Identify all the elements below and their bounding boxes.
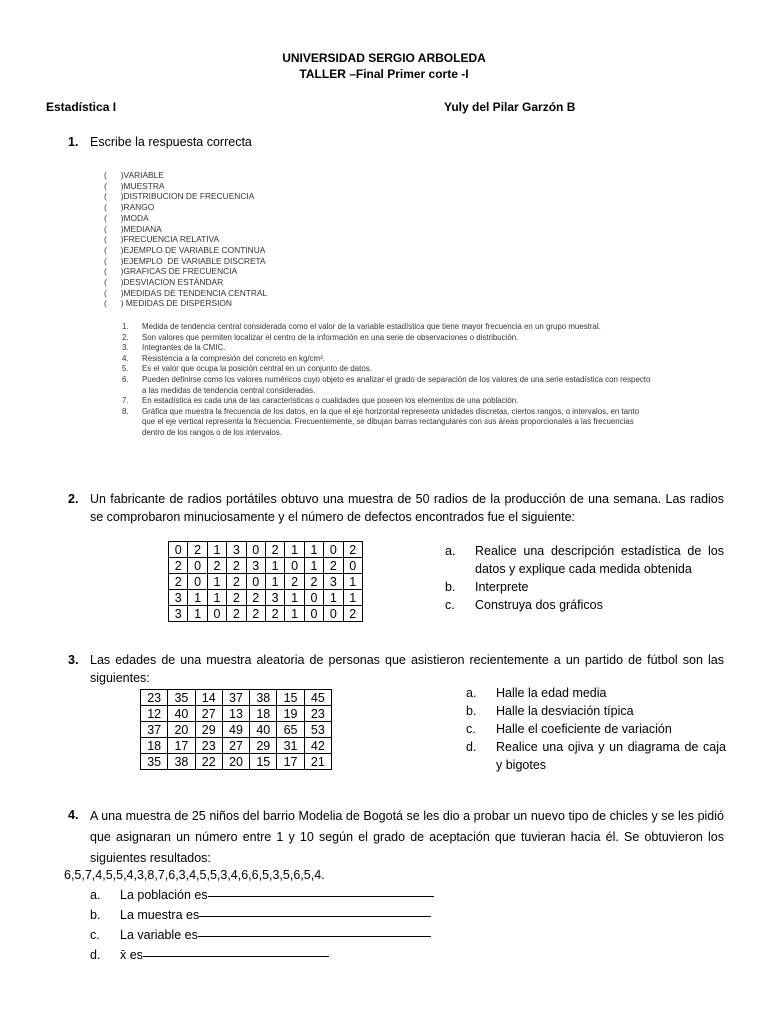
table-cell: 0: [169, 542, 188, 558]
table-cell: 0: [324, 542, 343, 558]
q1-definition-number: 4.: [122, 353, 129, 363]
course-name: Estadística I: [46, 100, 117, 114]
list-item-text: Interprete: [475, 580, 529, 594]
table-cell: 2: [227, 574, 246, 590]
table-cell: 37: [141, 722, 168, 738]
table-cell: 2: [227, 558, 246, 574]
table-cell: 38: [168, 754, 195, 770]
q1-definition-text: Son valores que permiten localizar el centro de la información en una serie de observaciones o distribución.: [142, 332, 519, 342]
list-item: [466, 702, 726, 720]
table-cell: 1: [285, 542, 304, 558]
q1-term: ( )MUESTRA: [104, 180, 165, 191]
table-cell: 49: [222, 722, 249, 738]
q1-definition-text: Es el valor que ocupa la posición central en un conjunto de datos.: [142, 364, 372, 374]
list-item-letter: b.: [466, 704, 477, 718]
list-item: [90, 905, 490, 925]
list-item: [90, 885, 490, 905]
q3-ages-table: [140, 689, 332, 770]
table-cell: 1: [304, 542, 323, 558]
list-item-letter: c.: [466, 722, 476, 736]
list-item-letter: a.: [90, 888, 101, 902]
q1-definition: [122, 354, 654, 365]
q1-title: Escribe la respuesta correcta: [90, 135, 252, 149]
table-cell: 0: [324, 606, 343, 622]
list-item-letter: b.: [445, 580, 456, 594]
table-row: [141, 754, 332, 770]
university-title: UNIVERSIDAD SERGIO ARBOLEDA: [282, 51, 486, 65]
table-cell: 20: [168, 722, 195, 738]
list-item: [90, 945, 490, 965]
table-cell: 2: [227, 606, 246, 622]
table-cell: 31: [277, 738, 304, 754]
table-cell: 15: [250, 754, 277, 770]
list-item-letter: a.: [466, 686, 477, 700]
table-cell: 1: [324, 590, 343, 606]
q1-term: ( )DESVIACION ESTÁNDAR: [104, 277, 224, 288]
table-cell: 0: [343, 558, 362, 574]
table-cell: 38: [250, 690, 277, 706]
q1-definition: [122, 333, 654, 344]
table-row: [141, 738, 332, 754]
q2-defects-table: [168, 541, 363, 622]
table-cell: 2: [246, 590, 265, 606]
table-cell: 23: [304, 706, 331, 722]
table-cell: 2: [207, 558, 226, 574]
list-item-text: Realice una descripción estadística de los datos y explique cada medida obtenida: [475, 544, 724, 576]
table-cell: 1: [343, 574, 362, 590]
list-item-text: La muestra es: [120, 908, 200, 922]
table-cell: 20: [222, 754, 249, 770]
q1-term: ( )VARIABLE: [104, 170, 164, 180]
q2-item-list: [445, 542, 724, 614]
table-cell: 42: [304, 738, 331, 754]
list-item: [445, 596, 724, 614]
q1-definition-number: 8.: [122, 406, 129, 416]
list-item-letter: b.: [90, 908, 101, 922]
table-cell: 22: [195, 754, 222, 770]
table-cell: 27: [222, 738, 249, 754]
table-row: [169, 542, 363, 558]
q1-definition: [122, 364, 654, 375]
table-cell: 1: [265, 558, 284, 574]
table-cell: 2: [324, 558, 343, 574]
table-cell: 2: [304, 574, 323, 590]
q1-term: ( )MEDIANA: [104, 223, 162, 234]
q1-definition: [122, 322, 654, 333]
q1-definition-text: Medida de tendencia central considerada como el valor de la variable estadística que tiene mayor frecuencia en un grupo muestral.: [142, 322, 601, 331]
q4-data: 6,5,7,4,5,5,4,3,8,7,6,3,4,5,5,3,4,6,6,5,3,5,6,5,4.: [64, 868, 325, 882]
table-cell: 2: [285, 574, 304, 590]
q1-term: ( )EJEMPLO DE VARIABLE DISCRETA: [104, 255, 266, 266]
list-item-letter: c.: [90, 928, 100, 942]
table-cell: 0: [246, 574, 265, 590]
q1-term: ( ) MEDIDAS DE DISPERSION: [104, 298, 232, 309]
table-cell: 3: [227, 542, 246, 558]
q1-term: ( )FRECUENCIA RELATIVA: [104, 234, 220, 245]
q1-definition-text: Pueden definirse como los valores numéricos cuyo objeto es analizar el grado de separación de los valores de una serie estadística con respecto a las medidas de tendencia central consideradas.: [142, 374, 651, 395]
table-cell: 45: [304, 690, 331, 706]
q3-number: 3.: [68, 653, 79, 667]
table-row: [169, 574, 363, 590]
table-cell: 2: [188, 542, 207, 558]
table-cell: 0: [207, 606, 226, 622]
q1-definition: [122, 343, 654, 354]
table-row: [141, 690, 332, 706]
answer-blank[interactable]: [208, 885, 434, 897]
table-row: [141, 706, 332, 722]
table-cell: 37: [222, 690, 249, 706]
table-cell: 27: [195, 706, 222, 722]
table-cell: 1: [304, 558, 323, 574]
table-cell: 23: [141, 690, 168, 706]
workshop-subtitle: TALLER –Final Primer corte -I: [299, 67, 469, 81]
q1-definition: [122, 396, 654, 407]
answer-blank[interactable]: [143, 945, 329, 957]
q1-definition-list: [122, 322, 654, 439]
table-cell: 3: [246, 558, 265, 574]
table-cell: 1: [188, 590, 207, 606]
list-item-text: La variable es: [120, 928, 198, 942]
table-cell: 14: [195, 690, 222, 706]
answer-blank[interactable]: [198, 925, 431, 937]
table-cell: 1: [207, 590, 226, 606]
list-item-letter: c.: [445, 598, 455, 612]
table-cell: 2: [343, 606, 362, 622]
q1-definition-number: 2.: [122, 332, 129, 342]
table-cell: 17: [277, 754, 304, 770]
table-cell: 1: [265, 574, 284, 590]
table-cell: 40: [250, 722, 277, 738]
table-cell: 23: [195, 738, 222, 754]
list-item: [445, 578, 724, 596]
table-cell: 18: [141, 738, 168, 754]
list-item: [466, 720, 726, 738]
table-row: [169, 590, 363, 606]
list-item-text: Halle la desviación típica: [496, 704, 634, 718]
table-cell: 19: [277, 706, 304, 722]
list-item: [445, 542, 724, 578]
list-item-letter: d.: [466, 740, 477, 754]
table-cell: 15: [277, 690, 304, 706]
q4-number: 4.: [68, 808, 79, 822]
teacher-name: Yuly del Pilar Garzón B: [444, 100, 576, 114]
table-cell: 53: [304, 722, 331, 738]
table-cell: 2: [246, 606, 265, 622]
q1-definition: [122, 407, 654, 439]
table-cell: 0: [188, 558, 207, 574]
list-item-text: Halle el coeficiente de variación: [496, 722, 672, 736]
list-item-text: Realice una ojiva y un diagrama de caja y bigotes: [496, 740, 726, 772]
q1-definition-number: 1.: [122, 322, 129, 331]
q3-item-list: [466, 684, 726, 774]
table-cell: 3: [169, 590, 188, 606]
q1-term: ( )MODA: [104, 212, 149, 223]
table-cell: 0: [304, 606, 323, 622]
q2-number: 2.: [68, 492, 79, 506]
table-cell: 29: [195, 722, 222, 738]
table-cell: 0: [304, 590, 323, 606]
table-row: [169, 606, 363, 622]
list-item: [90, 925, 490, 945]
table-cell: 0: [246, 542, 265, 558]
table-row: [169, 558, 363, 574]
table-cell: 3: [265, 590, 284, 606]
q4-text: A una muestra de 25 niños del barrio Modelia de Bogotá se les dio a probar un nuevo tipo de chicles y se les pidió que asignaran un número entre 1 y 10 según el grado de aceptación que tuvieran hacia él. Se obtuvieron los siguientes resultados:: [90, 809, 724, 865]
table-cell: 2: [265, 606, 284, 622]
table-cell: 1: [343, 590, 362, 606]
table-cell: 0: [285, 558, 304, 574]
q4-item-list: [90, 885, 490, 965]
list-item: [466, 738, 726, 774]
list-item-letter: d.: [90, 948, 101, 962]
table-cell: 3: [324, 574, 343, 590]
table-cell: 35: [141, 754, 168, 770]
answer-blank[interactable]: [199, 905, 431, 917]
table-cell: 2: [169, 574, 188, 590]
table-cell: 1: [207, 574, 226, 590]
table-cell: 65: [277, 722, 304, 738]
table-cell: 2: [343, 542, 362, 558]
table-cell: 2: [265, 542, 284, 558]
q2-text: Un fabricante de radios portátiles obtuvo una muestra de 50 radios de la producción de una semana. Las radios se comprobaron minuciosamente y el número de defectos encontrados fue el siguiente:: [90, 492, 724, 524]
table-cell: 1: [188, 606, 207, 622]
table-cell: 2: [227, 590, 246, 606]
table-cell: 0: [188, 574, 207, 590]
q1-definition: [122, 375, 654, 396]
table-cell: 18: [250, 706, 277, 722]
list-item-text: Halle la edad media: [496, 686, 607, 700]
table-cell: 12: [141, 706, 168, 722]
table-cell: 2: [169, 558, 188, 574]
table-cell: 13: [222, 706, 249, 722]
q1-definition-number: 3.: [122, 343, 129, 353]
q1-term: ( )RANGO: [104, 202, 155, 213]
table-cell: 35: [168, 690, 195, 706]
q1-number: 1.: [68, 135, 79, 149]
table-cell: 1: [285, 590, 304, 606]
q1-term: ( )DISTRIBUCION DE FRECUENCIA: [104, 191, 255, 202]
q1-definition-text: Gráfica que muestra la frecuencia de los datos, en la que el eje horizontal representa unidades discretas, ciertos rangos, o intervalos, en tanto que el eje vertical representa la frecuencia. Frecuentemente, se dibujan barras rectangulares con sus áreas proporcionales a las frecuencias dentro de los rangos o de los intervalos.: [142, 406, 639, 437]
table-cell: 40: [168, 706, 195, 722]
q1-definition-text: En estadística es cada una de las características o cualidades que poseen los elementos de una población.: [142, 396, 519, 406]
list-item-letter: a.: [445, 544, 456, 558]
q1-term: ( )EJEMPLO DE VARIABLE CONTINUA: [104, 244, 266, 255]
table-cell: 29: [250, 738, 277, 754]
list-item: [466, 684, 726, 702]
q1-term-list: [104, 170, 364, 309]
table-row: [141, 722, 332, 738]
q1-definition-number: 5.: [122, 364, 129, 374]
table-cell: 1: [207, 542, 226, 558]
table-cell: 21: [304, 754, 331, 770]
q1-definition-number: 6.: [122, 374, 129, 384]
q3-text: Las edades de una muestra aleatoria de personas que asistieron recientemente a un partido de fútbol son las siguientes:: [90, 653, 724, 685]
q1-term: ( )MEDIDAS DE TENDENCIA CENTRAL: [104, 287, 268, 298]
table-cell: 3: [169, 606, 188, 622]
table-cell: 17: [168, 738, 195, 754]
q1-definition-text: Integrantes de la CMIC.: [142, 343, 226, 353]
table-cell: 1: [285, 606, 304, 622]
list-item-text: La población es: [120, 888, 208, 902]
q1-term: ( )GRAFICAS DE FRECUENCIA: [104, 266, 238, 277]
q1-definition-number: 7.: [122, 396, 129, 406]
q1-definition-text: Resistencia a la compresión del concreto en kg/cm².: [142, 353, 325, 363]
list-item-text: x̄ es: [120, 948, 143, 962]
list-item-text: Construya dos gráficos: [475, 598, 603, 612]
